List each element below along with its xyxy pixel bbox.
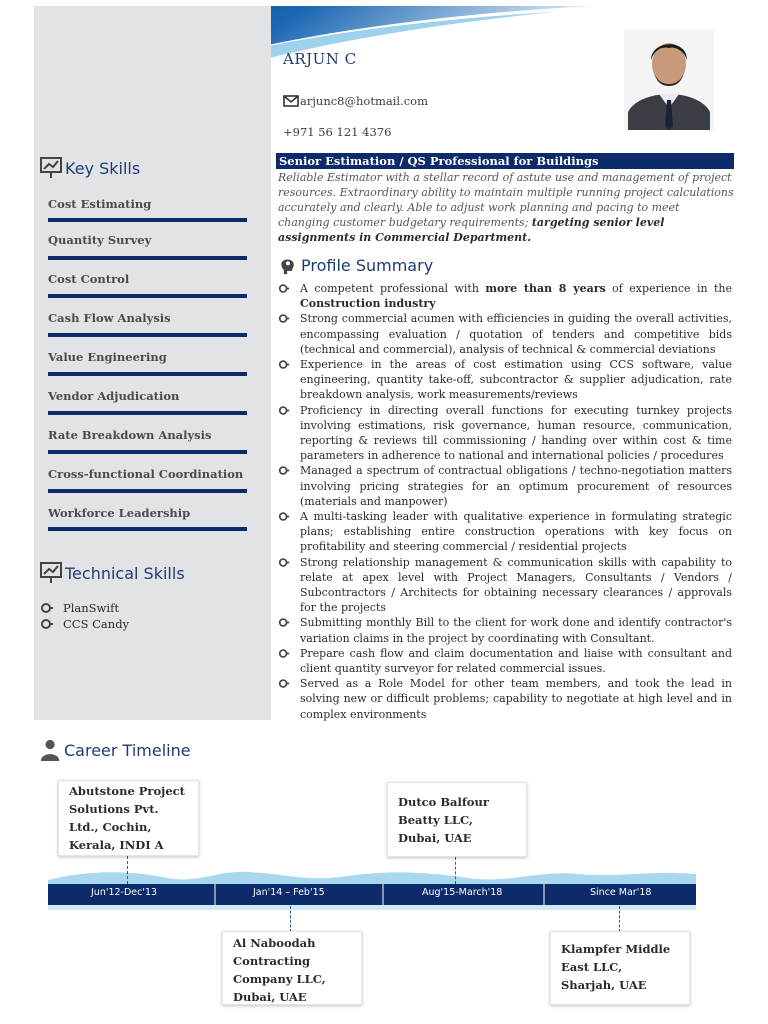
timeline-date: Jan'14 – Feb'15 [253, 887, 325, 898]
profile-photo [624, 30, 714, 130]
summary-text: Strong commercial acumen with efficiencies in guiding the overall activities, encompassing evaluation / quotation of tenders and competitive bids (technical and commercial), analysis of technical & commercial deviations [300, 312, 732, 356]
gear-bullet-icon [40, 602, 54, 614]
summary-bullet [278, 555, 732, 616]
gear-bullet-icon [278, 313, 290, 324]
gear-bullet-icon [278, 465, 290, 476]
summary-text: Strong relationship management & communication skills with capability to relate at apex level with Project Managers, Consultants / Vendors / Subcontractors / Architects for obtaining necessary clearances / approvals for the projects [300, 555, 732, 615]
email-row [283, 94, 428, 108]
skill-bar [48, 333, 247, 337]
gear-bullet-icon [278, 359, 290, 370]
summary-bullet [278, 463, 732, 509]
skill-label: Cross-functional Coordination [48, 467, 244, 481]
envelope-icon [283, 95, 299, 107]
skill-label: Workforce Leadership [48, 506, 191, 520]
skill-bar [48, 450, 247, 454]
gear-bullet-icon [278, 557, 290, 568]
timeline-connector [455, 857, 456, 884]
skill-bar [48, 256, 247, 260]
summary-bullet [278, 311, 732, 357]
summary-bullet [278, 646, 732, 676]
technical-skills-title: Technical Skills [65, 563, 185, 583]
role-banner: Senior Estimation / QS Professional for Buildings [276, 153, 734, 169]
timeline-date: Since Mar'18 [590, 887, 652, 898]
skill-bar [48, 372, 247, 376]
summary-bullet [278, 403, 732, 464]
skill-bar [48, 527, 247, 531]
skill-item [48, 311, 248, 325]
skill-item [48, 233, 248, 247]
skill-item [48, 350, 248, 364]
summary-bullet [278, 357, 732, 403]
candidate-name: ARJUN C [283, 50, 357, 68]
skill-label: Vendor Adjudication [48, 389, 180, 403]
summary-text: A competent professional with [300, 282, 486, 295]
profile-summary-list [278, 281, 732, 722]
gear-bullet-icon [278, 283, 290, 294]
gear-bullet-icon [278, 678, 290, 689]
skill-item [48, 428, 248, 442]
summary-text: Experience in the areas of cost estimation using CCS software, value engineering, quantity take-off, subcontractor & supplier adjudication, rate breakdown analysis, work measurements/reviews [300, 358, 732, 402]
head-profile-icon [278, 253, 298, 277]
technical-skill-label: CCS Candy [63, 617, 130, 631]
technical-skill-label: PlanSwift [63, 601, 119, 615]
summary-bullet [278, 281, 732, 311]
skill-bar [48, 218, 247, 222]
gear-bullet-icon [278, 648, 290, 659]
employer-card: Klampfer Middle East LLC, Sharjah, UAE [550, 931, 690, 1005]
gear-bullet-icon [40, 618, 54, 630]
phone-text: +971 56 121 4376 [283, 125, 392, 139]
key-skills-heading [40, 157, 140, 179]
skill-label: Cash Flow Analysis [48, 311, 171, 325]
skill-label: Rate Breakdown Analysis [48, 428, 212, 442]
skill-bar [48, 294, 247, 298]
skill-bar [48, 411, 247, 415]
gear-bullet-icon [278, 405, 290, 416]
summary-bold: Construction industry [300, 297, 436, 311]
skill-item [48, 467, 248, 481]
intro-text: Reliable Estimator with a stellar record of astute use and management of project resources. Extraordinary ability to maintain multiple running project calculations accurately and clearly. Able to adjust work planning and pacing to meet changing customer budgetary requirements; [278, 171, 734, 229]
profile-intro [278, 170, 734, 245]
career-timeline-title: Career Timeline [64, 740, 191, 760]
skill-label: Value Engineering [48, 350, 167, 364]
key-skills-title: Key Skills [65, 158, 141, 178]
skill-item [48, 389, 248, 403]
phone-row [283, 125, 391, 139]
skill-item [48, 272, 248, 286]
timeline-date: Jun'12-Dec'13 [91, 887, 158, 898]
person-icon [40, 738, 62, 762]
summary-text: Managed a spectrum of contractual obligations / techno-negotiation matters involving pricing strategies for an optimum procurement of resources (materials and manpower) [300, 464, 732, 508]
employer-card: Dutco Balfour Beatty LLC, Dubai, UAE [387, 782, 527, 857]
skill-item [48, 197, 248, 211]
intro-target-text: targeting senior level assignments in Commercial Department. [278, 216, 665, 244]
timeline-connector [290, 906, 291, 932]
timeline-connector [127, 856, 128, 884]
summary-bold: more than 8 years [485, 282, 606, 295]
summary-text: Prepare cash flow and claim documentation and liaise with consultant and client quantity surveyor for related commercial issues. [300, 646, 732, 676]
gear-bullet-icon [278, 511, 290, 522]
technical-skill-item [40, 601, 119, 615]
skill-item [48, 506, 248, 520]
profile-summary-title: Profile Summary [301, 255, 434, 275]
email-text[interactable]: arjunc8@hotmail.com [300, 94, 428, 108]
employer-card: Abutstone Project Solutions Pvt. Ltd., Cochin, Kerala, INDI A [58, 780, 199, 856]
skill-bar [48, 489, 247, 493]
technical-skill-item [40, 617, 129, 631]
presentation-board-icon [40, 562, 64, 584]
summary-text: Proficiency in directing overall functions for executing turnkey projects involving estimations, risk governance, human resource, communication, reporting & reviews till commissioning / handing over within cost & time parameters in adherence to national and international policies / procedures [300, 403, 732, 463]
timeline-date: Aug'15-March'18 [422, 887, 503, 898]
career-timeline-heading [40, 738, 191, 762]
skill-label: Quantity Survey [48, 233, 152, 247]
skill-label: Cost Estimating [48, 197, 152, 211]
summary-text: Served as a Role Model for other team members, and took the lead in solving new or difficult problems; capability to negotiate at high level and in complex environments [300, 677, 732, 721]
timeline-connector [619, 906, 620, 932]
summary-bullet [278, 615, 732, 645]
presentation-board-icon [40, 157, 64, 179]
gear-bullet-icon [278, 617, 290, 628]
employer-card: Al Naboodah Contracting Company LLC, Dubai, UAE [222, 931, 362, 1005]
summary-bullet [278, 509, 732, 555]
summary-text: A multi-tasking leader with qualitative experience in formulating strategic plans; establishing entire construction operations with key focus on profitability and steering commercial / residential projects [300, 510, 732, 554]
profile-summary-heading [278, 253, 433, 277]
technical-skills-heading [40, 562, 185, 584]
summary-bullet [278, 676, 732, 722]
summary-text: Submitting monthly Bill to the client for work done and identify contractor's variation claims in the project by coordinating with Consultant. [300, 616, 732, 645]
summary-text: of experience in the [605, 282, 732, 295]
skill-label: Cost Control [48, 272, 130, 286]
